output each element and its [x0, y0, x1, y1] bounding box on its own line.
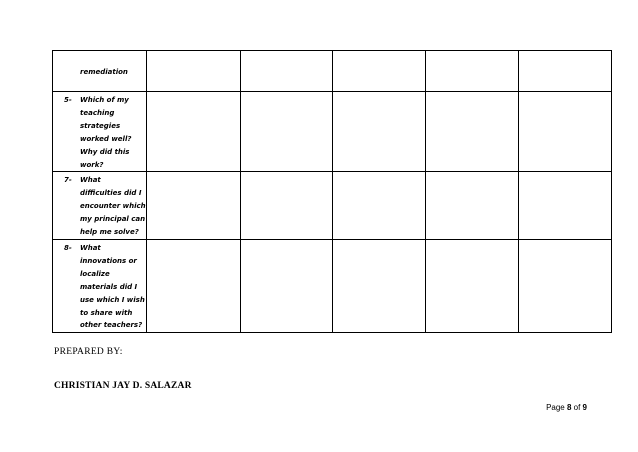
prepared-by-label: PREPARED BY:	[54, 347, 123, 357]
question-text-line: strategies	[80, 121, 121, 130]
answer-cell[interactable]	[146, 92, 240, 172]
answer-cell[interactable]	[425, 239, 518, 332]
answer-cell[interactable]	[240, 172, 332, 240]
question-text-line: remediation	[80, 67, 128, 76]
question-number	[64, 66, 80, 79]
answer-cell[interactable]	[146, 172, 240, 240]
table-row	[53, 92, 612, 172]
answer-cell[interactable]	[332, 172, 425, 240]
question-text-line: help me solve?	[80, 228, 139, 237]
question-text-line: worked well?	[80, 134, 132, 143]
question-cell	[53, 239, 147, 332]
answer-cell[interactable]	[240, 51, 332, 92]
question-text-line: What	[80, 176, 101, 185]
table-row	[53, 51, 612, 92]
question-text-line: teaching	[80, 108, 115, 117]
question-text-line: work?	[80, 160, 104, 169]
question-number: 7-	[64, 176, 72, 185]
answer-cell[interactable]	[240, 239, 332, 332]
question-cell	[53, 172, 147, 240]
question-text-line: What	[80, 243, 101, 252]
answer-cell[interactable]	[425, 51, 518, 92]
answer-cell[interactable]	[240, 92, 332, 172]
question-cell	[53, 51, 147, 92]
page-total: 9	[582, 403, 587, 412]
question-text-line: materials did I	[80, 282, 138, 291]
answer-cell[interactable]	[425, 92, 518, 172]
table-row	[53, 239, 612, 332]
question-number: 8-	[64, 243, 72, 252]
page-prefix: Page	[546, 403, 567, 412]
page-number	[546, 403, 587, 412]
answer-cell[interactable]	[146, 51, 240, 92]
question-text-line: innovations or	[80, 256, 137, 265]
answer-cell[interactable]	[425, 172, 518, 240]
answer-cell[interactable]	[332, 92, 425, 172]
preparer-name: CHRISTIAN JAY D. SALAZAR	[54, 381, 192, 391]
question-text-line: use which I wish	[80, 295, 145, 304]
question-number: 5-	[64, 96, 72, 104]
question-text-line: localize	[80, 269, 110, 278]
question-text-line: to share with	[80, 308, 133, 317]
question-text-line: my principal can	[80, 215, 146, 224]
page-current: 8	[566, 403, 572, 412]
answer-cell[interactable]	[332, 51, 425, 92]
question-text-line: difficulties did I	[80, 189, 142, 198]
question-text-line: other teachers?	[80, 321, 143, 330]
answer-cell[interactable]	[518, 172, 611, 240]
answer-cell[interactable]	[518, 92, 611, 172]
question-text-line: encounter which	[80, 202, 146, 211]
answer-cell[interactable]	[518, 51, 611, 92]
answer-cell[interactable]	[332, 239, 425, 332]
page-of: of	[571, 403, 583, 412]
answer-cell[interactable]	[146, 239, 240, 332]
answer-cell[interactable]	[518, 239, 611, 332]
question-text-line: Which of my	[80, 96, 129, 104]
question-cell	[53, 92, 147, 172]
reflection-table	[52, 50, 612, 333]
question-text-line: Why did this	[80, 147, 130, 156]
table-row	[53, 172, 612, 240]
